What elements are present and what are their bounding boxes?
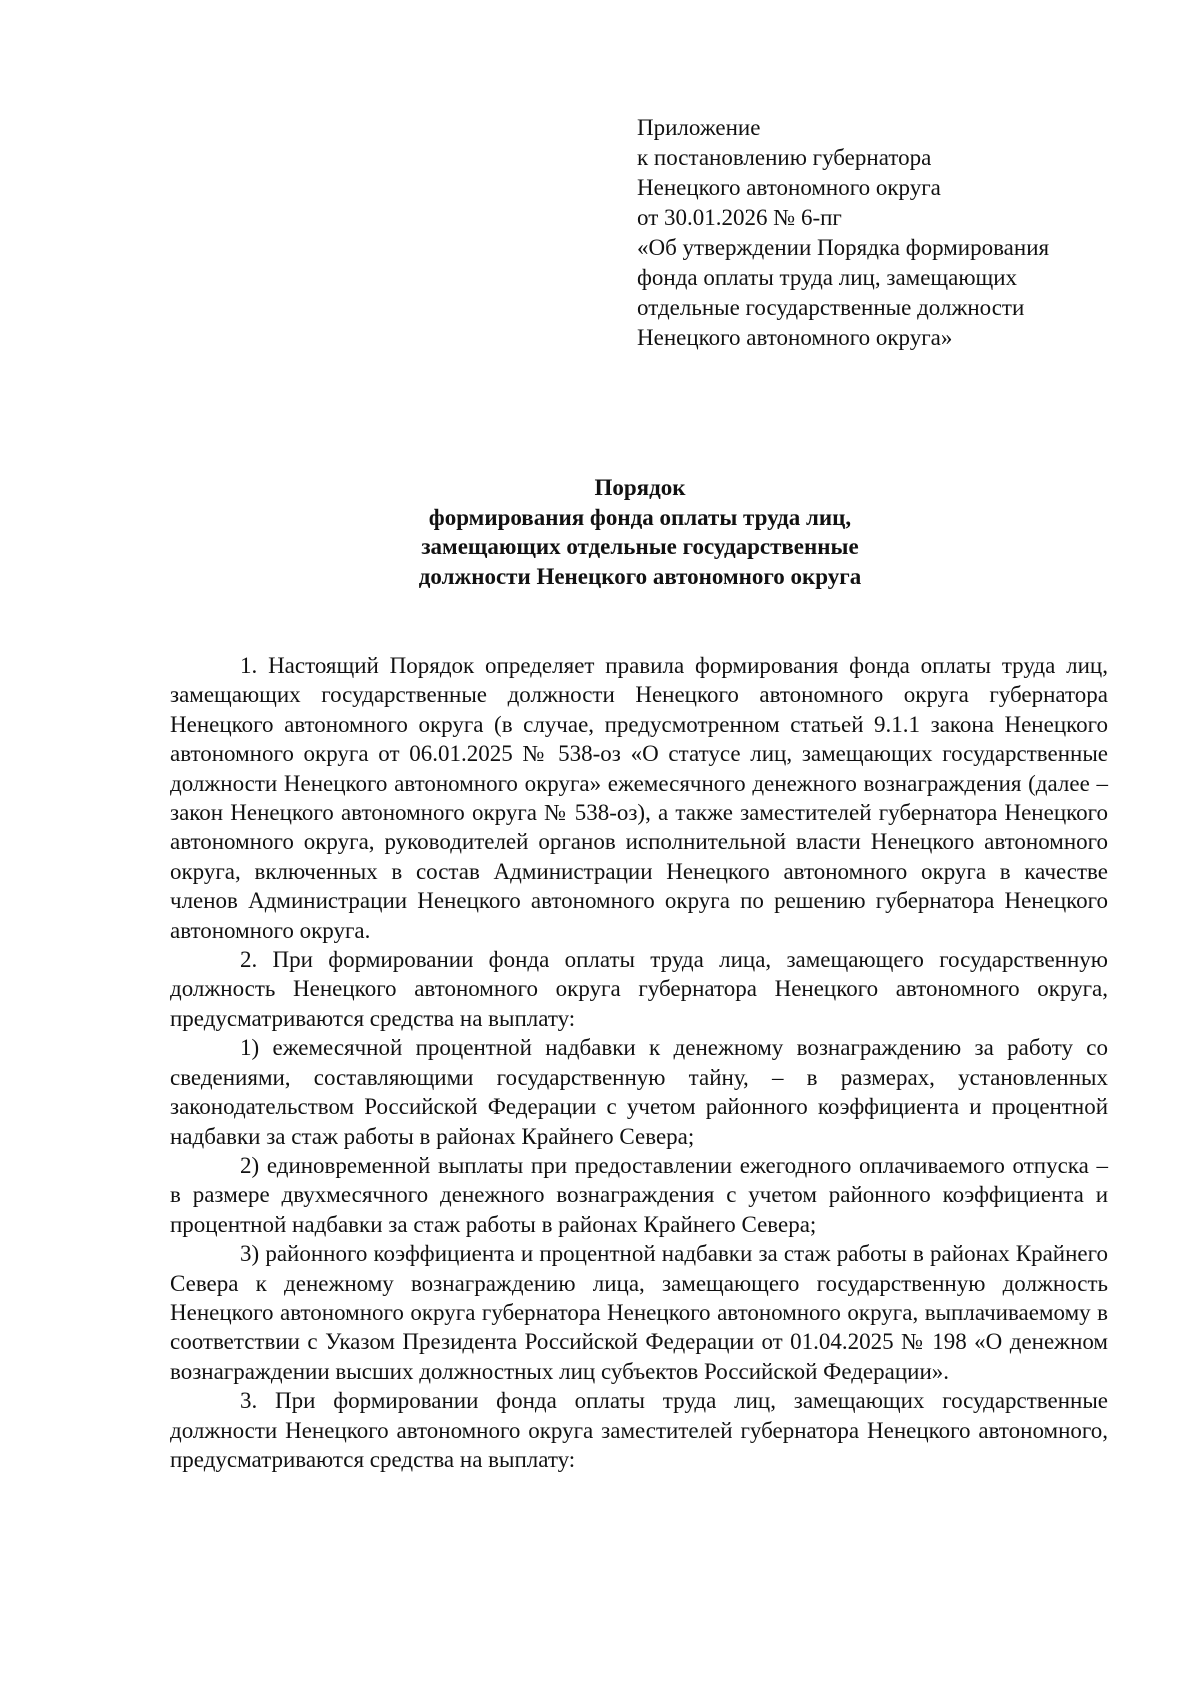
appendix-line: Ненецкого автономного округа» [637, 325, 953, 350]
paragraph-2-item-1: 1) ежемесячной процентной надбавки к денежному вознаграждению за работу со сведениями, составляющими государственную тайну, – в размерах, установленных законодательством Российской Федерации с учетом районного коэффициента и процентной надбавки за стаж работы в районах Крайнего Севера; [170, 1035, 1108, 1149]
appendix-line: к постановлению губернатора [637, 145, 932, 170]
title-line: должности Ненецкого автономного округа [418, 563, 862, 589]
paragraph-2-item-3: 3) районного коэффициента и процентной надбавки за стаж работы в районах Крайнего Севера к денежному вознаграждению лица, замещающего государственную должность Ненецкого автономного округа губернатора Ненецкого автономного округа, выплачиваемому в соответствии с Указом Президента Российской Федерации от 01.04.2025 № 198 «О денежном вознаграждении высших должностных лиц субъектов Российской Федерации». [170, 1241, 1108, 1384]
appendix-line: отдельные государственные должности [637, 295, 1025, 320]
title-line: замещающих отдельные государственные [421, 534, 859, 559]
document-title [200, 473, 1080, 591]
appendix-date-line: от 30.01.2026 № 6-пг [637, 205, 842, 230]
appendix-line: фонда оплаты труда лиц, замещающих [637, 265, 1018, 290]
paragraph-1: 1. Настоящий Порядок определяет правила формирования фонда оплаты труда лиц, замещающих государственные должности Ненецкого автономного округа губернатора Ненецкого автономного округа (в случае, предусмотренном статьей 9.1.1 закона Ненецкого автономного округа от 06.01.2025 № 538-оз «О статусе лиц, замещающих государственные должности Ненецкого автономного округа» ежемесячного денежного вознаграждения (далее – закон Ненецкого автономного округа № 538-оз), а также заместителей губернатора Ненецкого автономного округа, руководителей органов исполнительной власти Ненецкого автономного округа, включенных в состав Администрации Ненецкого автономного округа в качестве членов Администрации Ненецкого автономного округа по решению губернатора Ненецкого автономного округа. [170, 653, 1108, 943]
paragraph-3: 3. При формировании фонда оплаты труда лиц, замещающих государственные должности Ненецкого автономного округа заместителей губернатора Ненецкого автономного, предусматриваются средства на выплату: [170, 1388, 1108, 1472]
appendix-line: «Об утверждении Порядка формирования [637, 235, 1050, 260]
appendix-block [637, 113, 1137, 353]
document-body [170, 651, 1108, 1474]
title-line: Порядок [594, 475, 686, 500]
paragraph-2-item-2: 2) единовременной выплаты при предоставлении ежегодного оплачиваемого отпуска – в размере двухмесячного денежного вознаграждения с учетом районного коэффициента и процентной надбавки за стаж работы в районах Крайнего Севера; [170, 1152, 1108, 1237]
appendix-line: Приложение [637, 115, 761, 140]
title-line: формирования фонда оплаты труда лиц, [428, 504, 852, 530]
paragraph-2: 2. При формировании фонда оплаты труда лица, замещающего государственную должность Ненецкого автономного округа губернатора Ненецкого автономного округа, предусматриваются средства на выплату: [170, 947, 1108, 1031]
appendix-line: Ненецкого автономного округа [637, 175, 941, 200]
